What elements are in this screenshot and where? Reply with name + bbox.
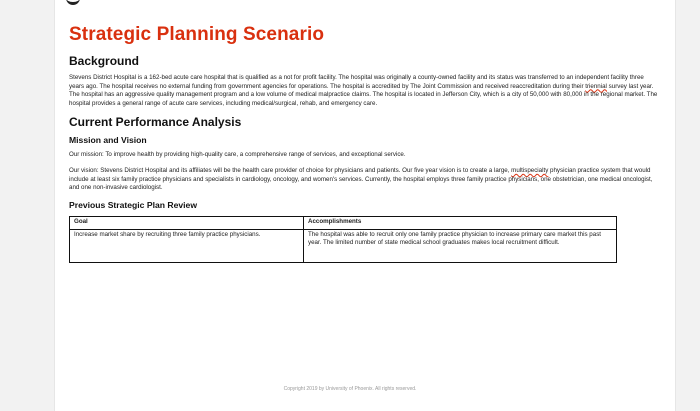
background-heading: Background [69, 54, 140, 68]
document-content [69, 24, 659, 263]
left-margin-shadow [0, 0, 55, 411]
background-text-2: survey last year. The hospital has an aggressive quality management program and a low volume of medical malpractice claims. The hospital is located in Jefferson City, which is a city of 50,000 with 80,000 in the regional market. The hospital provides a general range of acute care services, including medical/surgical, rehab, and emergency care. [69, 82, 658, 107]
plan-review-heading: Previous Strategic Plan Review [69, 199, 198, 210]
mission-vision-heading: Mission and Vision [69, 135, 147, 146]
background-text-1: Stevens District Hospital is a 162-bed acute care hospital that is qualified as a not for profit facility. The hospital was originally a county-owned facility and its status was transferred to an independent facility three years ago. The hospital receives no external funding from government agencies for operations. The hospital is accredited by The Joint Commission and received reaccreditation during their [69, 74, 644, 90]
current-performance-heading: Current Performance Analysis [69, 115, 242, 130]
spellcheck-word: triennial [585, 82, 607, 90]
column-header-goal: Goal [70, 216, 304, 229]
plan-review-table [69, 216, 617, 263]
top-cropped-glyph [66, 0, 80, 5]
goal-cell: Increase market share by recruiting three family practice physicians. [70, 229, 304, 262]
vision-text-2: physician practice system that would include at least six family practice physicians and specialists in cardiology, oncology, and women's services. Currently, the hospital employs three family practice physicians, one obstetrician, one medical oncologist, and one non-invasive cardiologist. [69, 166, 653, 192]
vision-text-1: Our vision: Stevens District Hospital and its affiliates will be the health care provider of choice for physicians and patients. Our five year vision is to create a large, [69, 166, 512, 174]
mission-paragraph: Our mission: To improve health by providing high-quality care, a comprehensive range of services, and exceptional service. [69, 151, 406, 159]
background-paragraph [69, 74, 659, 108]
column-header-accomplishments: Accomplishments [304, 216, 617, 229]
spellcheck-word-vision: multispecialty [511, 166, 549, 174]
table-header-row [70, 216, 617, 229]
right-margin-shadow [675, 0, 700, 411]
accomplishment-cell: The hospital was able to recruit only one family practice physician to increase primary care market this past year. The limited number of state medical school graduates makes local recruitment difficult. [304, 229, 617, 262]
vision-paragraph [69, 167, 659, 193]
copyright-footer: Copyright 2019 by University of Phoenix. All rights reserved. [283, 386, 417, 392]
table-row [70, 229, 617, 262]
page-title: Strategic Planning Scenario [69, 24, 325, 45]
